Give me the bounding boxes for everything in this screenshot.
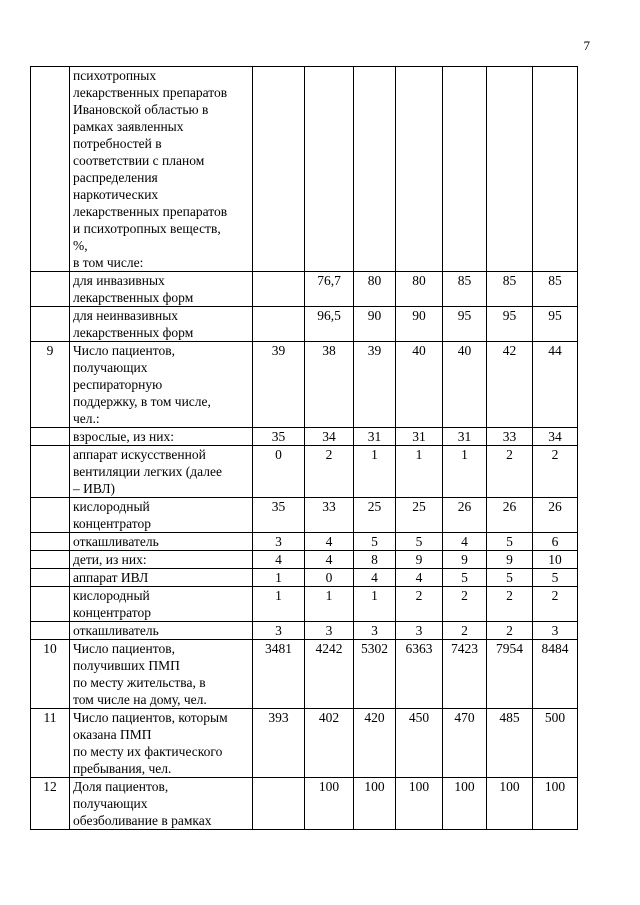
value-cell: 500 — [533, 709, 578, 778]
indicator-label-cell: для инвазивных лекарственных форм — [70, 272, 253, 307]
value-cell — [253, 778, 305, 830]
value-cell: 9 — [443, 551, 487, 569]
indicator-label-cell: взрослые, из них: — [70, 428, 253, 446]
page-number: 7 — [583, 38, 590, 53]
value-cell: 85 — [487, 272, 533, 307]
row-number-cell — [31, 498, 70, 533]
table-row — [31, 342, 578, 428]
indicators-table — [30, 66, 578, 830]
value-cell: 3481 — [253, 640, 305, 709]
value-cell: 40 — [443, 342, 487, 428]
value-cell: 402 — [305, 709, 354, 778]
value-cell: 3 — [305, 622, 354, 640]
row-number-cell — [31, 67, 70, 272]
value-cell: 90 — [396, 307, 443, 342]
value-cell: 100 — [487, 778, 533, 830]
row-number-cell: 12 — [31, 778, 70, 830]
row-number-cell — [31, 587, 70, 622]
value-cell: 1 — [305, 587, 354, 622]
value-cell: 4 — [253, 551, 305, 569]
table-body — [31, 67, 578, 830]
value-cell: 38 — [305, 342, 354, 428]
indicator-label-cell: откашливатель — [70, 533, 253, 551]
value-cell: 5 — [533, 569, 578, 587]
value-cell: 2 — [443, 587, 487, 622]
value-cell: 2 — [443, 622, 487, 640]
value-cell: 1 — [354, 587, 396, 622]
value-cell: 33 — [305, 498, 354, 533]
table-row — [31, 67, 578, 272]
value-cell: 450 — [396, 709, 443, 778]
value-cell — [305, 67, 354, 272]
value-cell: 25 — [354, 498, 396, 533]
value-cell: 1 — [354, 446, 396, 498]
value-cell: 31 — [443, 428, 487, 446]
value-cell: 1 — [253, 569, 305, 587]
row-number-cell — [31, 428, 70, 446]
value-cell: 26 — [533, 498, 578, 533]
value-cell: 33 — [487, 428, 533, 446]
table-row — [31, 446, 578, 498]
value-cell: 393 — [253, 709, 305, 778]
table-row — [31, 778, 578, 830]
value-cell: 4 — [354, 569, 396, 587]
value-cell: 4 — [305, 551, 354, 569]
value-cell: 80 — [396, 272, 443, 307]
value-cell: 3 — [253, 622, 305, 640]
table-row — [31, 551, 578, 569]
value-cell: 5 — [487, 533, 533, 551]
value-cell: 100 — [354, 778, 396, 830]
value-cell: 5 — [354, 533, 396, 551]
value-cell: 9 — [487, 551, 533, 569]
indicator-label-cell: Доля пациентов, получающих обезболивание в рамках — [70, 778, 253, 830]
indicator-label-cell: психотропных лекарственных препаратов Ивановской областью в рамках заявленных потребностей в соответствии с планом распределения наркотических лекарственных препаратов и психотропных веществ, %, в том числе: — [70, 67, 253, 272]
indicator-label-cell: дети, из них: — [70, 551, 253, 569]
row-number-cell — [31, 272, 70, 307]
value-cell: 31 — [354, 428, 396, 446]
value-cell: 0 — [305, 569, 354, 587]
value-cell: 39 — [354, 342, 396, 428]
value-cell: 485 — [487, 709, 533, 778]
value-cell: 6363 — [396, 640, 443, 709]
value-cell: 470 — [443, 709, 487, 778]
value-cell: 2 — [487, 587, 533, 622]
value-cell: 4 — [305, 533, 354, 551]
value-cell: 100 — [533, 778, 578, 830]
value-cell: 85 — [443, 272, 487, 307]
value-cell — [533, 67, 578, 272]
value-cell: 3 — [533, 622, 578, 640]
indicator-label-cell: откашливатель — [70, 622, 253, 640]
value-cell: 80 — [354, 272, 396, 307]
row-number-cell: 11 — [31, 709, 70, 778]
value-cell: 1 — [396, 446, 443, 498]
value-cell: 2 — [487, 446, 533, 498]
value-cell: 1 — [253, 587, 305, 622]
value-cell: 0 — [253, 446, 305, 498]
value-cell: 40 — [396, 342, 443, 428]
row-number-cell — [31, 551, 70, 569]
value-cell: 34 — [533, 428, 578, 446]
value-cell: 25 — [396, 498, 443, 533]
value-cell — [253, 307, 305, 342]
value-cell: 8484 — [533, 640, 578, 709]
table-row — [31, 622, 578, 640]
table-row — [31, 307, 578, 342]
value-cell: 44 — [533, 342, 578, 428]
value-cell: 34 — [305, 428, 354, 446]
value-cell: 95 — [533, 307, 578, 342]
value-cell: 95 — [443, 307, 487, 342]
value-cell: 100 — [305, 778, 354, 830]
indicator-label-cell: Число пациентов, получивших ПМП по месту жительства, в том числе на дому, чел. — [70, 640, 253, 709]
row-number-cell — [31, 446, 70, 498]
indicator-label-cell: аппарат искусственной вентиляции легких (далее – ИВЛ) — [70, 446, 253, 498]
value-cell: 7954 — [487, 640, 533, 709]
value-cell: 5 — [487, 569, 533, 587]
value-cell — [354, 67, 396, 272]
row-number-cell: 10 — [31, 640, 70, 709]
row-number-cell — [31, 569, 70, 587]
indicator-label-cell: кислородный концентратор — [70, 498, 253, 533]
value-cell: 96,5 — [305, 307, 354, 342]
value-cell: 90 — [354, 307, 396, 342]
indicator-label-cell: кислородный концентратор — [70, 587, 253, 622]
value-cell — [253, 67, 305, 272]
row-number-cell — [31, 533, 70, 551]
table-row — [31, 428, 578, 446]
value-cell: 35 — [253, 428, 305, 446]
value-cell: 1 — [443, 446, 487, 498]
value-cell: 2 — [305, 446, 354, 498]
row-number-cell — [31, 622, 70, 640]
value-cell — [443, 67, 487, 272]
value-cell: 5 — [396, 533, 443, 551]
value-cell: 95 — [487, 307, 533, 342]
value-cell: 9 — [396, 551, 443, 569]
value-cell: 4 — [443, 533, 487, 551]
value-cell: 100 — [396, 778, 443, 830]
value-cell: 85 — [533, 272, 578, 307]
row-number-cell — [31, 307, 70, 342]
value-cell: 5 — [443, 569, 487, 587]
value-cell: 8 — [354, 551, 396, 569]
value-cell: 76,7 — [305, 272, 354, 307]
value-cell: 31 — [396, 428, 443, 446]
value-cell: 2 — [396, 587, 443, 622]
table-row — [31, 640, 578, 709]
value-cell: 2 — [533, 587, 578, 622]
value-cell — [396, 67, 443, 272]
value-cell: 3 — [354, 622, 396, 640]
table-row — [31, 709, 578, 778]
table-row — [31, 272, 578, 307]
value-cell: 100 — [443, 778, 487, 830]
value-cell: 3 — [396, 622, 443, 640]
table-row — [31, 533, 578, 551]
value-cell: 10 — [533, 551, 578, 569]
indicator-label-cell: аппарат ИВЛ — [70, 569, 253, 587]
table-row — [31, 569, 578, 587]
value-cell: 39 — [253, 342, 305, 428]
row-number-cell: 9 — [31, 342, 70, 428]
indicator-label-cell: Число пациентов, которым оказана ПМП по месту их фактического пребывания, чел. — [70, 709, 253, 778]
indicator-label-cell: Число пациентов, получающих респираторную поддержку, в том числе, чел.: — [70, 342, 253, 428]
value-cell: 420 — [354, 709, 396, 778]
value-cell: 2 — [533, 446, 578, 498]
value-cell: 7423 — [443, 640, 487, 709]
table-row — [31, 587, 578, 622]
value-cell: 4 — [396, 569, 443, 587]
value-cell: 26 — [487, 498, 533, 533]
value-cell: 42 — [487, 342, 533, 428]
value-cell: 6 — [533, 533, 578, 551]
value-cell: 3 — [253, 533, 305, 551]
value-cell: 35 — [253, 498, 305, 533]
value-cell: 2 — [487, 622, 533, 640]
value-cell — [253, 272, 305, 307]
value-cell: 4242 — [305, 640, 354, 709]
table-row — [31, 498, 578, 533]
indicator-label-cell: для неинвазивных лекарственных форм — [70, 307, 253, 342]
value-cell: 26 — [443, 498, 487, 533]
value-cell — [487, 67, 533, 272]
value-cell: 5302 — [354, 640, 396, 709]
